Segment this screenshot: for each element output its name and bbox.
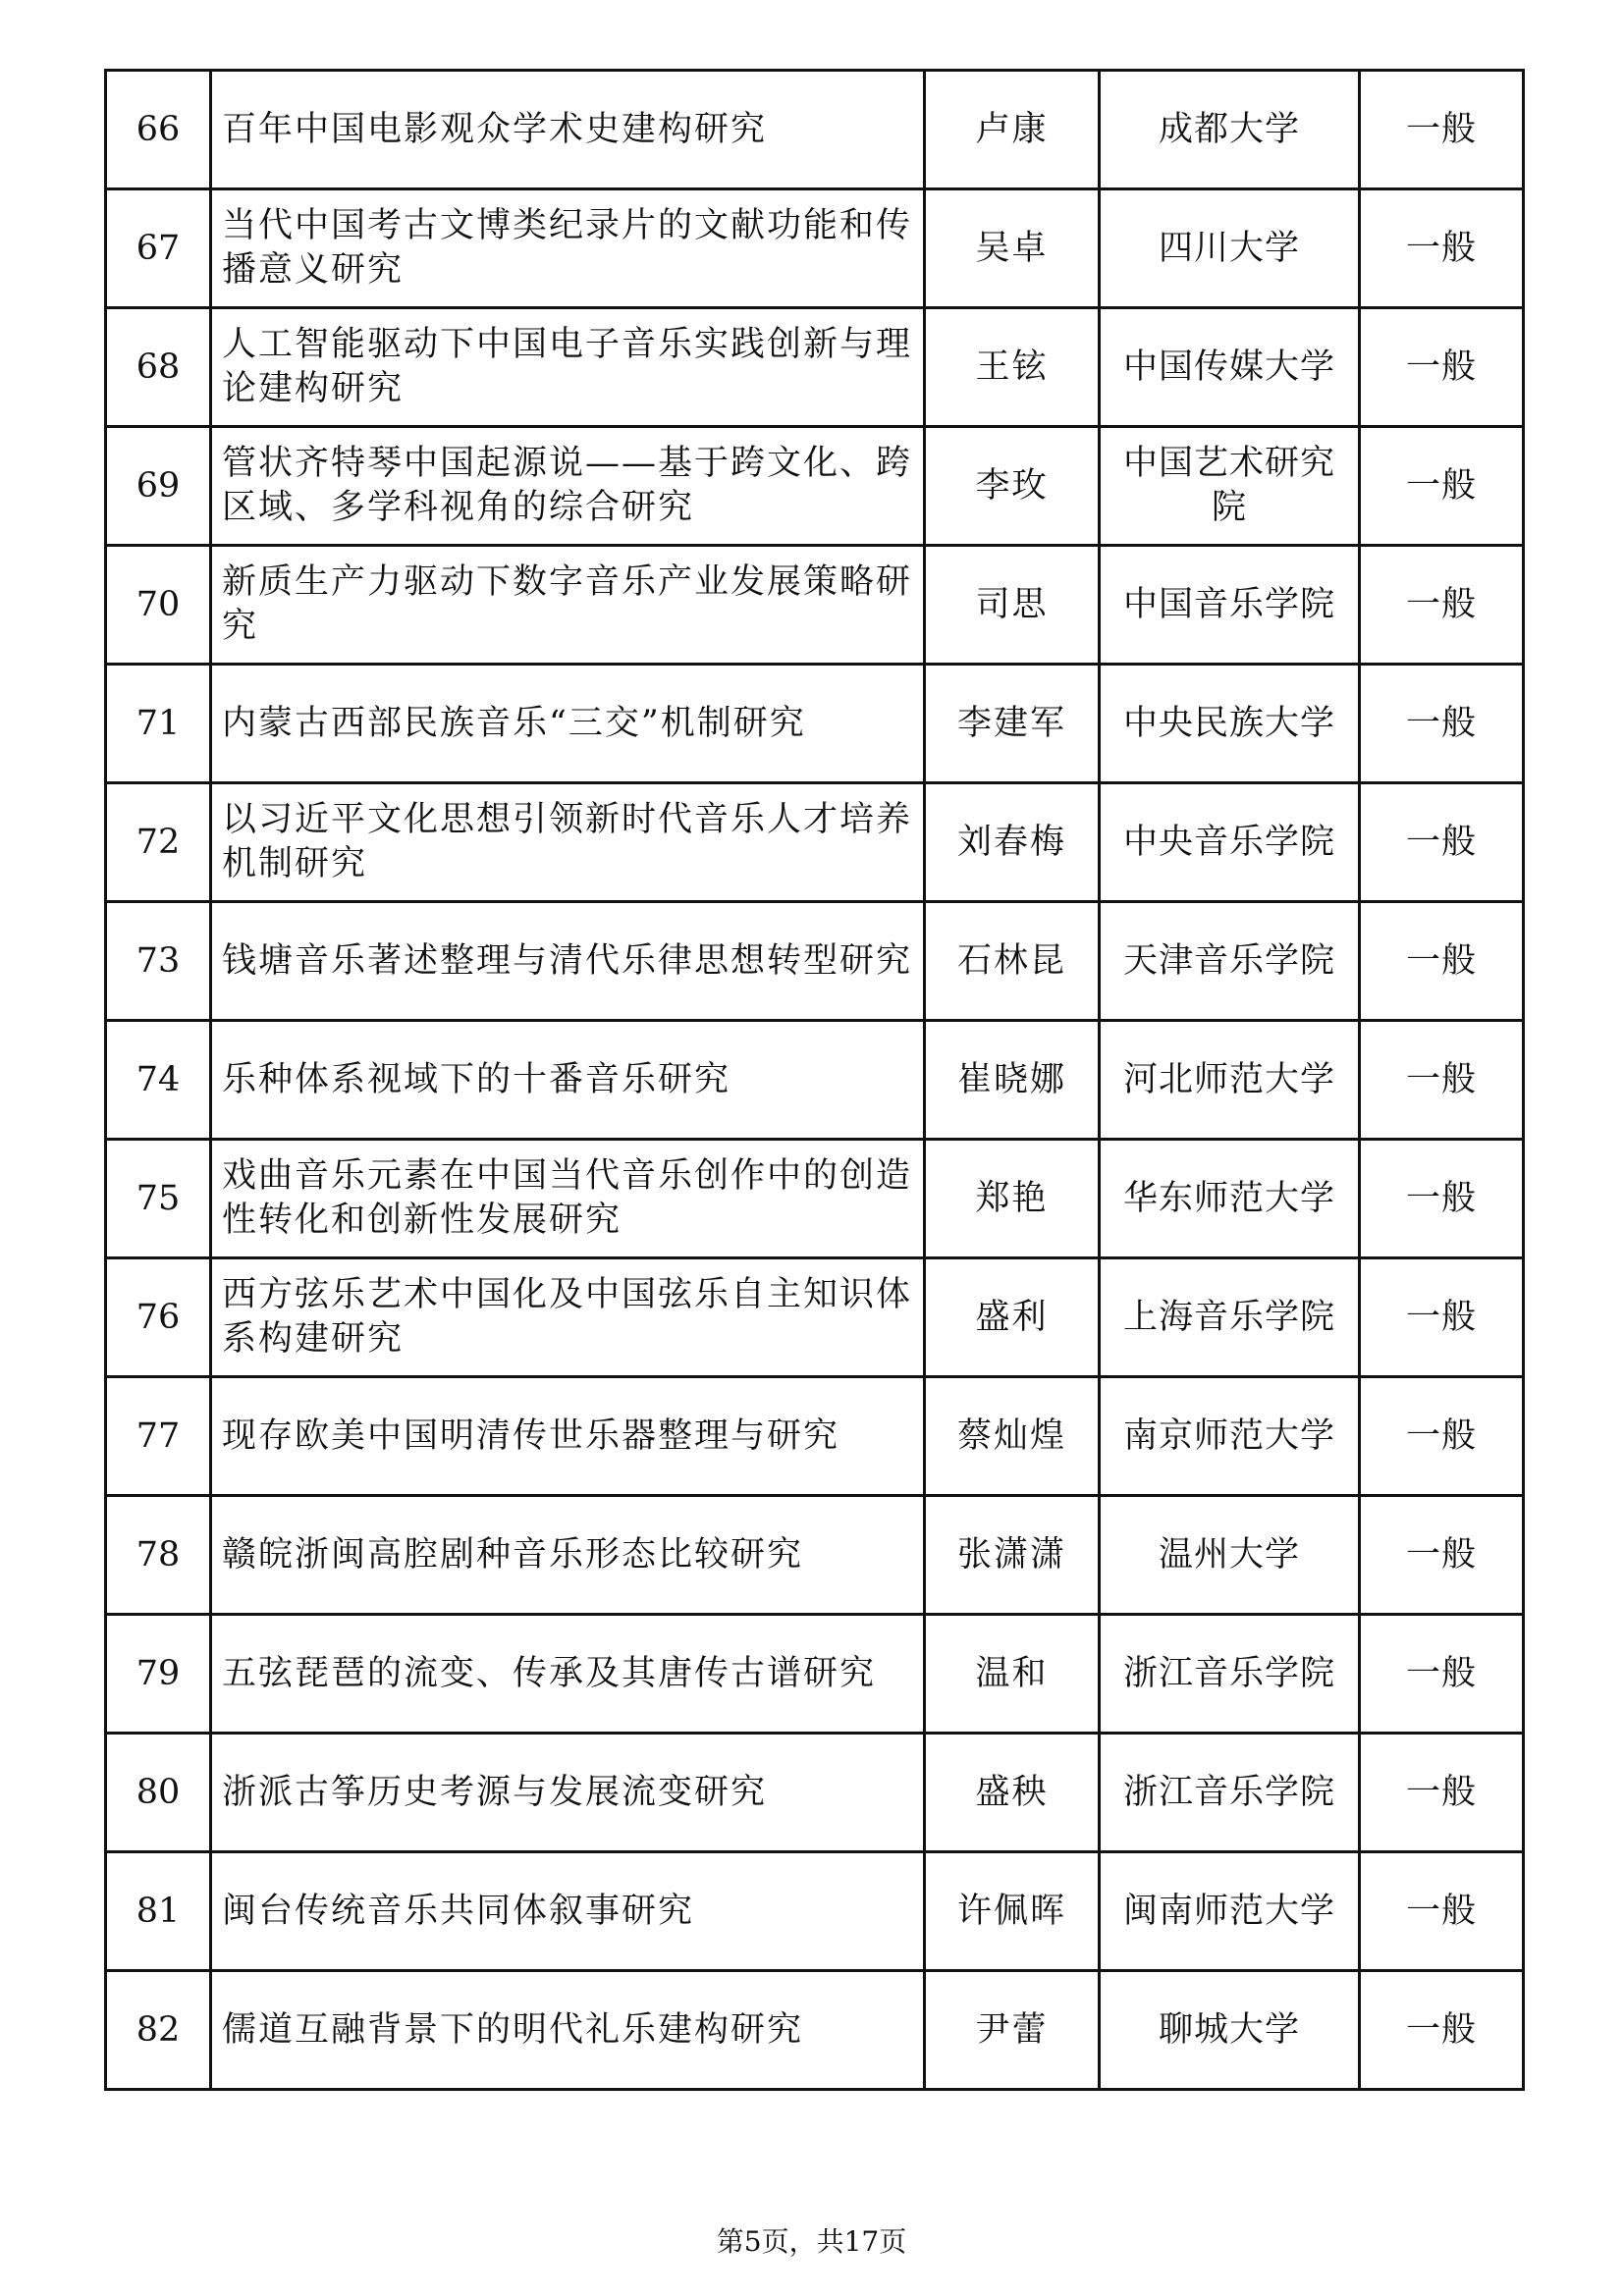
project-title: 百年中国电影观众学术史建构研究 (211, 71, 925, 189)
row-number: 74 (106, 1021, 211, 1140)
institution: 中国传媒大学 (1100, 308, 1360, 427)
project-table (104, 69, 1525, 2091)
institution: 上海音乐学院 (1100, 1258, 1360, 1377)
institution: 南京师范大学 (1100, 1377, 1360, 1496)
principal-investigator: 刘春梅 (925, 783, 1100, 902)
institution: 中国音乐学院 (1100, 546, 1360, 665)
project-category: 一般 (1360, 546, 1524, 665)
project-category: 一般 (1360, 1852, 1524, 1971)
project-category: 一般 (1360, 71, 1524, 189)
table-row (106, 1258, 1524, 1377)
row-number: 75 (106, 1140, 211, 1258)
table-row (106, 1734, 1524, 1852)
row-number: 68 (106, 308, 211, 427)
principal-investigator: 卢康 (925, 71, 1100, 189)
project-category: 一般 (1360, 1615, 1524, 1734)
row-number: 80 (106, 1734, 211, 1852)
project-title: 人工智能驱动下中国电子音乐实践创新与理论建构研究 (211, 308, 925, 427)
table-row (106, 71, 1524, 189)
project-category: 一般 (1360, 189, 1524, 308)
row-number: 82 (106, 1971, 211, 2090)
project-title: 管状齐特琴中国起源说——基于跨文化、跨区域、多学科视角的综合研究 (211, 427, 925, 546)
principal-investigator: 盛秧 (925, 1734, 1100, 1852)
project-title: 内蒙古西部民族音乐“三交”机制研究 (211, 665, 925, 783)
project-category: 一般 (1360, 665, 1524, 783)
principal-investigator: 尹蕾 (925, 1971, 1100, 2090)
table-row (106, 1852, 1524, 1971)
project-title: 浙派古筝历史考源与发展流变研究 (211, 1734, 925, 1852)
project-title: 五弦琵琶的流变、传承及其唐传古谱研究 (211, 1615, 925, 1734)
project-category: 一般 (1360, 308, 1524, 427)
project-category: 一般 (1360, 1734, 1524, 1852)
row-number: 66 (106, 71, 211, 189)
project-title: 现存欧美中国明清传世乐器整理与研究 (211, 1377, 925, 1496)
project-title: 西方弦乐艺术中国化及中国弦乐自主知识体系构建研究 (211, 1258, 925, 1377)
principal-investigator: 郑艳 (925, 1140, 1100, 1258)
institution: 聊城大学 (1100, 1971, 1360, 2090)
institution: 中国艺术研究院 (1100, 427, 1360, 546)
project-title: 儒道互融背景下的明代礼乐建构研究 (211, 1971, 925, 2090)
table-row (106, 1377, 1524, 1496)
row-number: 67 (106, 189, 211, 308)
table-row (106, 1021, 1524, 1140)
principal-investigator: 石林昆 (925, 902, 1100, 1021)
row-number: 77 (106, 1377, 211, 1496)
principal-investigator: 王铉 (925, 308, 1100, 427)
table-row (106, 1971, 1524, 2090)
table-row (106, 1615, 1524, 1734)
project-category: 一般 (1360, 1258, 1524, 1377)
row-number: 70 (106, 546, 211, 665)
institution: 四川大学 (1100, 189, 1360, 308)
principal-investigator: 崔晓娜 (925, 1021, 1100, 1140)
institution: 天津音乐学院 (1100, 902, 1360, 1021)
project-table-body (106, 71, 1524, 2090)
row-number: 73 (106, 902, 211, 1021)
project-category: 一般 (1360, 1021, 1524, 1140)
row-number: 71 (106, 665, 211, 783)
project-title: 乐种体系视域下的十番音乐研究 (211, 1021, 925, 1140)
project-category: 一般 (1360, 1377, 1524, 1496)
institution: 成都大学 (1100, 71, 1360, 189)
institution: 中央民族大学 (1100, 665, 1360, 783)
row-number: 76 (106, 1258, 211, 1377)
row-number: 72 (106, 783, 211, 902)
institution: 温州大学 (1100, 1496, 1360, 1615)
row-number: 69 (106, 427, 211, 546)
project-category: 一般 (1360, 1971, 1524, 2090)
institution: 闽南师范大学 (1100, 1852, 1360, 1971)
row-number: 78 (106, 1496, 211, 1615)
principal-investigator: 李玫 (925, 427, 1100, 546)
project-title: 以习近平文化思想引领新时代音乐人才培养机制研究 (211, 783, 925, 902)
table-row (106, 783, 1524, 902)
row-number: 81 (106, 1852, 211, 1971)
table-row (106, 1140, 1524, 1258)
principal-investigator: 李建军 (925, 665, 1100, 783)
project-title: 闽台传统音乐共同体叙事研究 (211, 1852, 925, 1971)
row-number: 79 (106, 1615, 211, 1734)
principal-investigator: 司思 (925, 546, 1100, 665)
table-row (106, 546, 1524, 665)
page-number-footer: 第5页，共17页 (716, 2225, 907, 2258)
table-row (106, 665, 1524, 783)
institution: 浙江音乐学院 (1100, 1734, 1360, 1852)
principal-investigator: 温和 (925, 1615, 1100, 1734)
institution: 浙江音乐学院 (1100, 1615, 1360, 1734)
project-title: 赣皖浙闽高腔剧种音乐形态比较研究 (211, 1496, 925, 1615)
table-row (106, 902, 1524, 1021)
principal-investigator: 吴卓 (925, 189, 1100, 308)
institution: 河北师范大学 (1100, 1021, 1360, 1140)
project-title: 当代中国考古文博类纪录片的文献功能和传播意义研究 (211, 189, 925, 308)
institution: 中央音乐学院 (1100, 783, 1360, 902)
principal-investigator: 盛利 (925, 1258, 1100, 1377)
project-title: 新质生产力驱动下数字音乐产业发展策略研究 (211, 546, 925, 665)
project-category: 一般 (1360, 902, 1524, 1021)
table-row (106, 189, 1524, 308)
project-category: 一般 (1360, 427, 1524, 546)
project-category: 一般 (1360, 1496, 1524, 1615)
project-title: 戏曲音乐元素在中国当代音乐创作中的创造性转化和创新性发展研究 (211, 1140, 925, 1258)
table-row (106, 308, 1524, 427)
principal-investigator: 蔡灿煌 (925, 1377, 1100, 1496)
project-title: 钱塘音乐著述整理与清代乐律思想转型研究 (211, 902, 925, 1021)
table-row (106, 1496, 1524, 1615)
table-row (106, 427, 1524, 546)
institution: 华东师范大学 (1100, 1140, 1360, 1258)
project-category: 一般 (1360, 783, 1524, 902)
principal-investigator: 许佩晖 (925, 1852, 1100, 1971)
principal-investigator: 张潇潇 (925, 1496, 1100, 1615)
project-category: 一般 (1360, 1140, 1524, 1258)
